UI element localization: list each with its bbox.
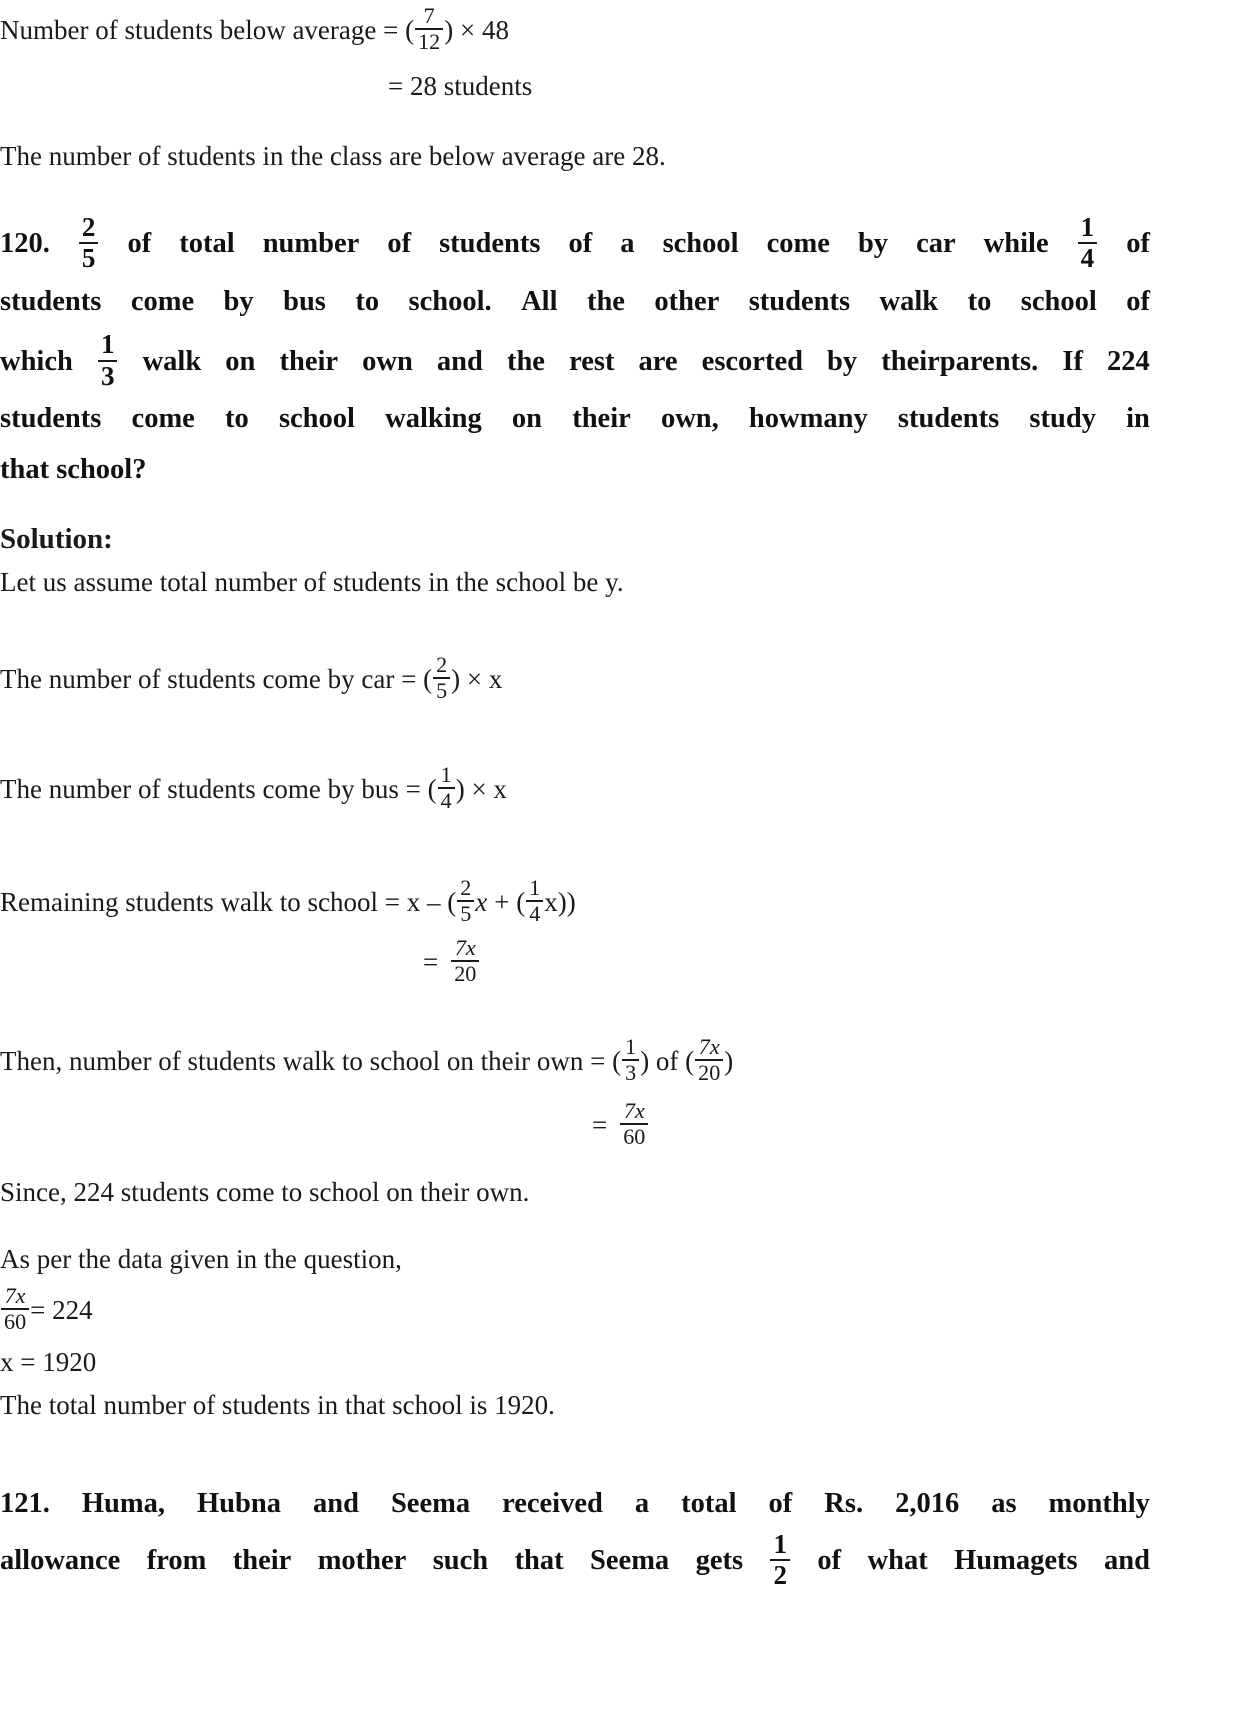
fraction-numerator: 2: [460, 875, 472, 900]
equation-prefix-text: The number of students come by car = (: [0, 663, 433, 694]
fraction-denominator: 5: [79, 242, 99, 272]
fraction-denominator: 12: [415, 28, 443, 53]
question-120-word: by: [827, 345, 858, 377]
question-120-word: of: [127, 228, 152, 259]
question-121: [0, 1476, 1150, 1590]
fraction-denominator: 4: [438, 787, 455, 812]
equation-plus-open-paren: + (: [494, 886, 526, 917]
question-121-line-1: [0, 1476, 1150, 1532]
question-120-word: in: [1126, 403, 1150, 434]
question-120-word: and: [436, 345, 483, 377]
question-120-word: while: [983, 228, 1049, 259]
question-121-word: as: [991, 1488, 1017, 1519]
fraction-numerator: 1: [1080, 211, 1095, 242]
equation-prefix-text: Then, number of students walk to school on their own = (: [0, 1045, 622, 1076]
equation-students-by-car: [0, 652, 503, 704]
equation-remaining-students-walk: [0, 875, 576, 927]
question-121-word: monthly: [1048, 1488, 1150, 1519]
fraction-denominator: 3: [98, 360, 118, 390]
question-120-word: by: [857, 228, 889, 259]
fraction-denominator: 3: [622, 1059, 639, 1084]
question-120-word: theirparents.: [881, 345, 1039, 377]
question-121-word: that: [514, 1545, 564, 1576]
question-120-word: total: [179, 228, 235, 259]
fraction-7-over-12: [415, 5, 443, 53]
question-121-word: Rs.: [824, 1488, 864, 1519]
equation-students-below-average: [0, 3, 509, 55]
question-120-word: students: [748, 285, 851, 317]
question-120-word: own: [362, 345, 413, 377]
question-120-word: to: [355, 285, 380, 317]
equation-students-by-bus: [0, 762, 507, 814]
solution-heading: Solution:: [0, 523, 113, 555]
question-120-word: to: [225, 403, 249, 434]
fraction-1-over-2: [770, 1528, 790, 1590]
question-120-word: walk: [142, 345, 202, 377]
fraction-denominator: 5: [433, 677, 450, 702]
fraction-numerator: 1: [529, 875, 541, 900]
question-120-word: students: [0, 285, 102, 317]
question-120-word: that school?: [0, 454, 147, 485]
question-121-word: 2,016: [895, 1488, 960, 1519]
question-120-word: school: [278, 403, 355, 434]
question-120-word: If: [1062, 345, 1083, 377]
equation-prefix-text: Number of students below average = (: [0, 14, 415, 45]
equation-7x-over-60-equals-224: [0, 1283, 93, 1335]
question-121-word: Humagets: [954, 1545, 1078, 1576]
question-120-word: number: [262, 228, 360, 259]
question-120-word: school.: [408, 285, 492, 317]
question-120-word: walk: [879, 285, 939, 317]
question-120-word: come: [131, 403, 195, 434]
question-121-word: mother: [317, 1545, 407, 1576]
fraction-2-over-5: [79, 211, 99, 273]
question-120-line-4: [0, 392, 1150, 446]
question-120-word: of: [1126, 285, 1150, 317]
question-120-line-2: [0, 272, 1150, 331]
question-120-frac-1-4-wrap: [1077, 211, 1099, 273]
question-120-word: students: [0, 403, 102, 434]
question-120-word: a: [620, 228, 635, 259]
question-120-line-5: [0, 446, 1150, 494]
question-120-word: by: [223, 285, 254, 317]
fraction-numerator: 1: [773, 1528, 787, 1559]
question-120-word: rest: [569, 345, 615, 377]
equation-result-7x-over-60: [592, 1098, 649, 1150]
question-120-word: bus: [283, 285, 326, 317]
fraction-denominator: 4: [1078, 242, 1098, 272]
question-120-word: their: [572, 403, 631, 434]
fraction-denominator: 60: [1, 1308, 29, 1333]
question-120-word: on: [511, 403, 543, 434]
question-120-word: walking: [385, 403, 482, 434]
equation-prefix-text: The number of students come by bus = (: [0, 773, 437, 804]
fraction-numerator: 7: [423, 3, 435, 28]
equation-suffix-text: ): [724, 1045, 734, 1076]
fraction-numerator: 7x: [623, 1098, 645, 1123]
question-120: [0, 211, 1150, 494]
fraction-numerator: 2: [436, 652, 448, 677]
equation-suffix-text: ) × x: [455, 773, 507, 804]
question-120-word: escorted: [701, 345, 803, 377]
fraction-1-over-4: [526, 877, 543, 925]
question-120-word: own,: [660, 403, 719, 434]
equation-suffix-text: ) × 48: [444, 14, 509, 45]
as-per-data-line: As per the data given in the question,: [0, 1244, 402, 1274]
question-121-word: gets: [695, 1545, 744, 1576]
conclusion-below-average: The number of students in the class are below average are 28.: [0, 141, 666, 171]
question-120-word: come: [130, 285, 195, 317]
question-121-word: and: [313, 1488, 359, 1519]
solution-assume-line: Let us assume total number of students in the school be y.: [0, 567, 624, 597]
equation-suffix-text: x)): [544, 886, 576, 917]
question-121-frac-wrap: [769, 1528, 791, 1590]
question-120-word: other: [654, 285, 720, 317]
fraction-denominator: 4: [526, 900, 543, 925]
question-121-word: from: [146, 1545, 207, 1576]
fraction-7x-over-60: [620, 1100, 648, 1148]
question-120-word: are: [638, 345, 678, 377]
fraction-denominator: 5: [457, 900, 474, 925]
question-120-word: school: [1020, 285, 1097, 317]
fraction-1-over-3: [98, 331, 118, 389]
question-120-word: their: [279, 345, 339, 377]
fraction-2-over-5: [433, 654, 450, 702]
equation-result-28-students: = 28 students: [388, 71, 533, 101]
fraction-7x-over-20: [695, 1036, 723, 1084]
question-121-word: Hubna: [197, 1488, 281, 1519]
question-120-word: school: [662, 228, 739, 259]
question-120-word: 224: [1107, 345, 1150, 377]
fraction-1-over-3: [622, 1036, 639, 1084]
question-121-word: allowance: [0, 1545, 121, 1576]
fraction-denominator: 20: [451, 960, 479, 985]
equation-mid-of-text: ) of (: [640, 1045, 695, 1076]
question-121-word: Seema: [590, 1545, 670, 1576]
fraction-7x-over-20: [451, 937, 479, 985]
x-value-line: x = 1920: [0, 1347, 97, 1377]
equation-prefix-text: Remaining students walk to school = x – (: [0, 886, 457, 917]
question-121-word: such: [432, 1545, 489, 1576]
fraction-denominator: 60: [620, 1123, 648, 1148]
question-120-number: 120.: [0, 228, 50, 259]
question-120-word: students: [439, 228, 541, 259]
question-120-word: of: [387, 228, 412, 259]
fraction-denominator: 20: [695, 1059, 723, 1084]
fraction-1-over-4: [438, 764, 455, 812]
equation-rhs-224: = 224: [30, 1294, 93, 1325]
question-120-word: which: [0, 345, 73, 377]
question-120-word: the: [506, 345, 545, 377]
question-121-word: what: [867, 1545, 928, 1576]
fraction-numerator: 1: [440, 762, 452, 787]
fraction-numerator: 1: [100, 329, 115, 360]
question-120-word: to: [967, 285, 992, 317]
equation-result-7x-over-20: [423, 935, 480, 987]
fraction-numerator: 2: [81, 211, 96, 242]
equals-sign: =: [592, 1109, 608, 1140]
question-121-word: received: [502, 1488, 603, 1519]
question-121-word: Huma,: [81, 1488, 166, 1519]
fraction-numerator: 7x: [454, 935, 476, 960]
question-120-word: of: [568, 228, 593, 259]
question-121-word: of: [768, 1488, 793, 1519]
question-120-frac-2-5-wrap: [78, 211, 100, 273]
question-120-line-3: [0, 331, 1150, 392]
question-121-word: total: [681, 1488, 737, 1519]
question-121-number: 121.: [0, 1488, 50, 1519]
question-121-word: Seema: [390, 1488, 471, 1519]
question-120-word: on: [225, 345, 256, 377]
fraction-numerator: 7x: [698, 1034, 720, 1059]
question-120-word: All: [521, 285, 558, 317]
question-120-word: come: [766, 228, 830, 259]
question-120-word: car: [916, 228, 956, 259]
question-120-frac-1-3-wrap: [97, 329, 119, 391]
fraction-denominator: 2: [770, 1559, 790, 1589]
question-120-word: of: [1126, 228, 1150, 259]
equals-sign: =: [423, 946, 439, 977]
equation-students-walk-own: [0, 1034, 734, 1086]
question-121-word: and: [1103, 1545, 1150, 1576]
question-121-word: a: [634, 1488, 650, 1519]
question-120-word: howmany: [748, 403, 868, 434]
fraction-7x-over-60: [1, 1285, 29, 1333]
equation-suffix-text: ) × x: [451, 663, 503, 694]
fraction-1-over-4: [1078, 211, 1098, 273]
question-120-line-1: [0, 211, 1150, 273]
question-120-word: study: [1029, 403, 1096, 434]
final-answer-line: The total number of students in that school is 1920.: [0, 1390, 555, 1420]
question-120-word: the: [586, 285, 625, 317]
fraction-numerator: 7x: [4, 1283, 26, 1308]
question-121-line-2: [0, 1528, 1150, 1590]
fraction-numerator: 1: [625, 1034, 637, 1059]
fraction-2-over-5: [457, 877, 474, 925]
since-224-students-line: Since, 224 students come to school on their own.: [0, 1177, 530, 1207]
question-121-word: their: [232, 1545, 292, 1576]
question-121-word: of: [817, 1545, 842, 1576]
question-120-word: students: [897, 403, 1000, 434]
variable-x-italic: x: [475, 886, 488, 917]
